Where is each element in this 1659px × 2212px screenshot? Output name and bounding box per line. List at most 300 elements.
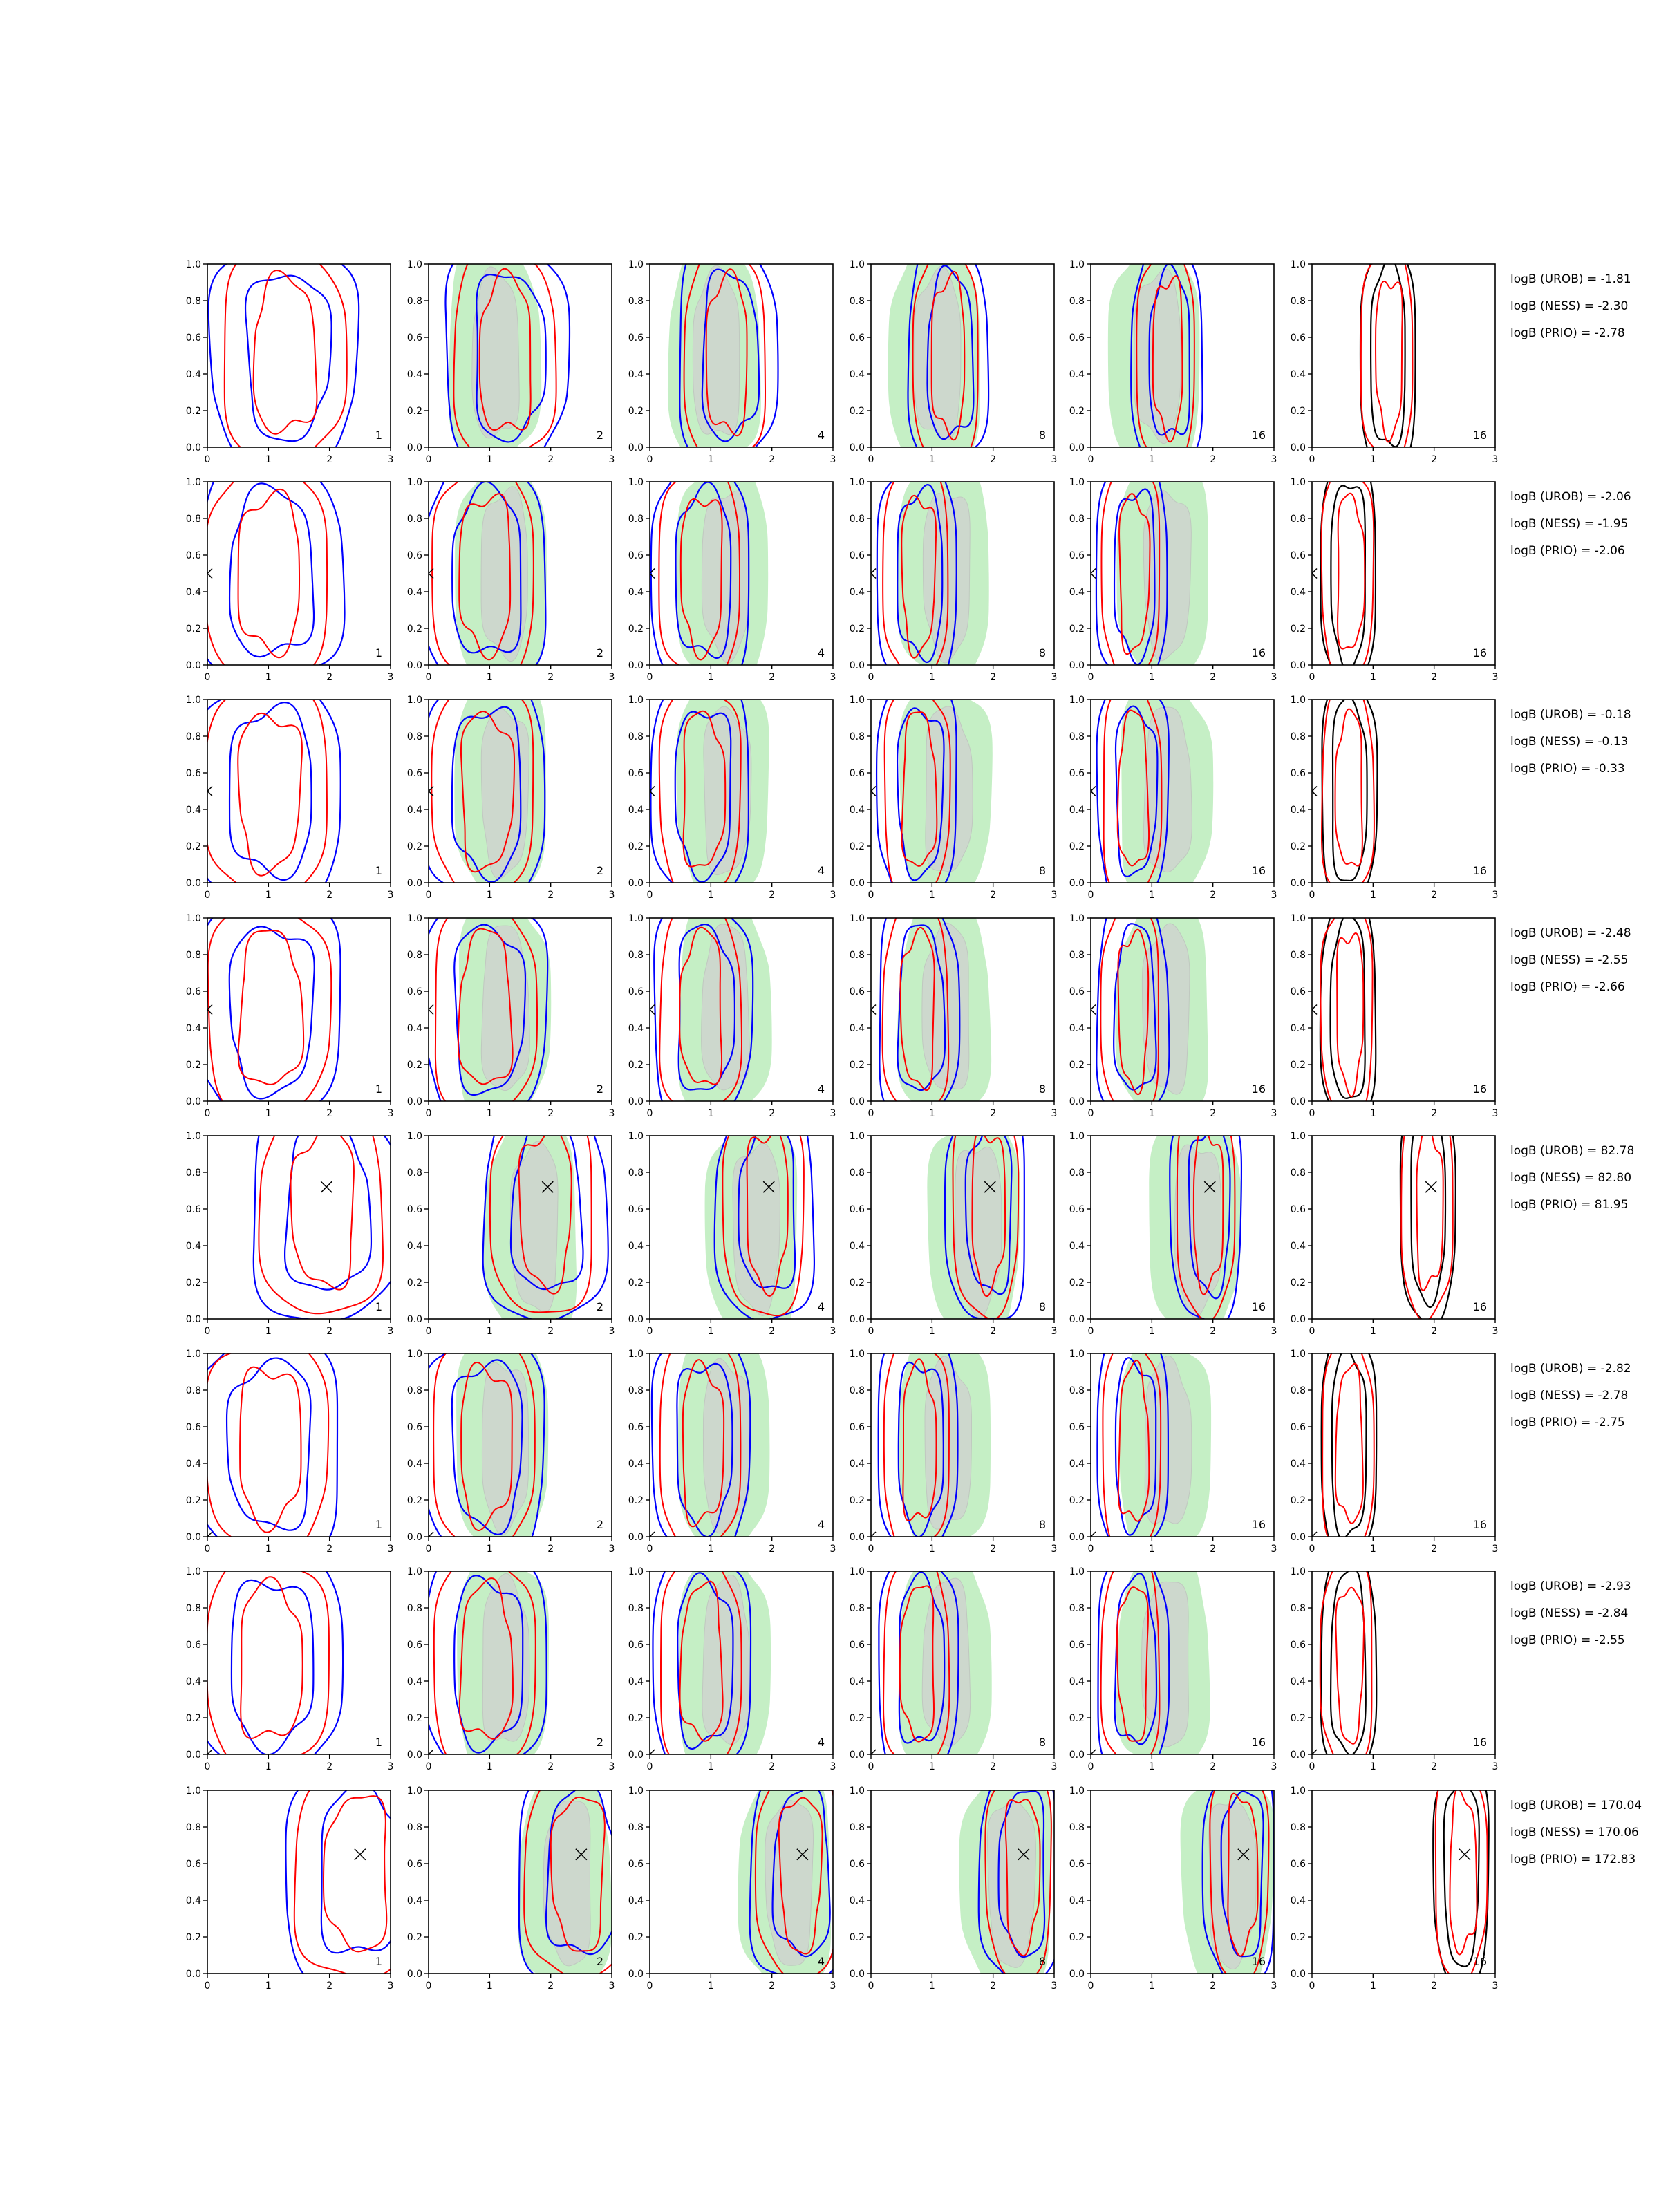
contour-black-inner <box>1332 1348 1367 1538</box>
y-tick-label: 1.0 <box>1069 913 1085 924</box>
bayes-factor-r4-3: logB (PRIO) = -2.66 <box>1510 980 1625 994</box>
x-tick-label: 0 <box>1309 1544 1315 1555</box>
bayes-factor-r7-1: logB (UROB) = -2.93 <box>1510 1580 1631 1593</box>
panel-number-label: 8 <box>1038 1082 1046 1096</box>
y-tick-label: 1.0 <box>1290 477 1306 488</box>
truth-marker <box>207 787 212 796</box>
x-tick-label: 3 <box>608 890 615 901</box>
contour-red-inner <box>1335 1364 1363 1524</box>
panel-r8-c1 <box>186 1753 433 1991</box>
y-tick-label: 0.2 <box>1069 841 1085 852</box>
x-tick-label: 2 <box>769 1326 776 1337</box>
x-tick-label: 2 <box>1431 672 1438 683</box>
panel-number-label: 8 <box>1038 1955 1046 1968</box>
y-tick-label: 0.6 <box>628 768 644 779</box>
contour-red-inner <box>1337 933 1363 1096</box>
y-tick-label: 0.6 <box>1290 768 1306 779</box>
y-tick-label: 0.2 <box>406 1932 422 1943</box>
x-tick-label: 0 <box>868 1108 874 1119</box>
panel-number-label: 2 <box>596 1518 603 1531</box>
y-tick-label: 0.8 <box>406 731 422 742</box>
y-tick-label: 0.6 <box>1069 332 1085 344</box>
y-tick-label: 0.2 <box>628 624 644 635</box>
y-tick-label: 0.4 <box>185 1676 201 1687</box>
prior-core <box>703 1358 749 1533</box>
y-tick-label: 0.2 <box>1290 624 1306 635</box>
y-tick-label: 0.0 <box>406 1750 422 1761</box>
y-tick-label: 0.8 <box>628 1168 644 1179</box>
x-tick-label: 2 <box>547 1544 554 1555</box>
x-tick-label: 1 <box>707 1761 714 1772</box>
panel-frame <box>207 918 391 1101</box>
y-tick-label: 0.8 <box>185 1603 201 1614</box>
panel-r3-c6 <box>1291 676 1499 903</box>
y-tick-label: 0.2 <box>628 1713 644 1724</box>
x-tick-label: 2 <box>326 1980 333 1991</box>
y-tick-label: 0.6 <box>849 1422 865 1433</box>
y-tick-label: 0.8 <box>628 950 644 961</box>
y-tick-label: 0.0 <box>1069 1750 1085 1761</box>
panel-r1-c2 <box>407 244 615 471</box>
y-tick-label: 0.6 <box>1069 1640 1085 1651</box>
y-tick-label: 0.6 <box>849 986 865 997</box>
y-tick-label: 0.8 <box>849 1603 865 1614</box>
x-tick-label: 3 <box>1271 890 1277 901</box>
panel-number-label: 2 <box>596 1082 603 1096</box>
contour-blue-inner <box>229 702 312 880</box>
x-tick-label: 3 <box>387 1108 394 1119</box>
panel-number-label: 16 <box>1472 864 1487 877</box>
panel-r4-c6 <box>1291 894 1499 1121</box>
y-tick-label: 0.6 <box>406 1422 422 1433</box>
x-tick-label: 2 <box>547 890 554 901</box>
panel-r4-c1 <box>186 899 394 1130</box>
y-tick-label: 0.0 <box>185 660 201 671</box>
y-tick-label: 0.8 <box>849 514 865 525</box>
panel-frame <box>1312 1136 1495 1319</box>
y-tick-label: 0.2 <box>1290 841 1306 852</box>
y-tick-label: 0.2 <box>1069 624 1085 635</box>
y-tick-label: 0.2 <box>185 1495 201 1506</box>
x-tick-label: 2 <box>1210 1761 1217 1772</box>
panel-r8-c3 <box>628 1755 850 1994</box>
x-tick-label: 3 <box>1492 1544 1499 1555</box>
x-tick-label: 0 <box>868 672 874 683</box>
y-tick-label: 0.4 <box>185 369 201 380</box>
x-tick-label: 2 <box>990 1544 997 1555</box>
contour-red-inner <box>240 1367 301 1533</box>
contour-red-inner <box>1335 709 1362 866</box>
x-tick-label: 2 <box>769 1544 776 1555</box>
x-tick-label: 0 <box>204 1326 211 1337</box>
panel-r1-c6 <box>1291 237 1499 466</box>
x-tick-label: 0 <box>1087 890 1094 901</box>
y-tick-label: 0.4 <box>849 1895 865 1906</box>
y-tick-label: 0.0 <box>628 1969 644 1980</box>
y-tick-label: 0.4 <box>406 1895 422 1906</box>
y-tick-label: 0.2 <box>628 1277 644 1288</box>
y-tick-label: 0.6 <box>849 768 865 779</box>
truth-marker <box>1312 1005 1317 1015</box>
y-tick-label: 1.0 <box>1069 477 1085 488</box>
y-tick-label: 0.4 <box>1290 1676 1306 1687</box>
y-tick-label: 0.2 <box>1069 1060 1085 1071</box>
panel-number-label: 8 <box>1038 429 1046 442</box>
x-tick-label: 1 <box>265 454 272 465</box>
x-tick-label: 2 <box>1210 1980 1217 1991</box>
y-tick-label: 0.4 <box>628 1895 644 1906</box>
y-tick-label: 0.8 <box>1290 1822 1306 1833</box>
y-tick-label: 0.0 <box>1069 1532 1085 1543</box>
truth-marker <box>1459 1849 1470 1860</box>
panel-number-label: 1 <box>375 1300 382 1313</box>
panel-number-label: 16 <box>1251 429 1266 442</box>
y-tick-label: 0.8 <box>1069 1822 1085 1833</box>
panel-number-label: 4 <box>817 1955 825 1968</box>
y-tick-label: 0.8 <box>1069 1603 1085 1614</box>
y-tick-label: 0.0 <box>406 1314 422 1325</box>
y-tick-label: 0.8 <box>185 514 201 525</box>
panel-number-label: 16 <box>1472 1955 1487 1968</box>
panel-number-label: 16 <box>1251 1300 1266 1313</box>
panel-number-label: 2 <box>596 1300 603 1313</box>
contour-red-outer <box>225 252 347 465</box>
truth-marker <box>1312 787 1317 796</box>
x-tick-label: 2 <box>326 890 333 901</box>
x-tick-label: 2 <box>1210 1108 1217 1119</box>
y-tick-label: 0.4 <box>849 805 865 816</box>
x-tick-label: 1 <box>265 1108 272 1119</box>
y-tick-label: 0.8 <box>185 731 201 742</box>
x-tick-label: 2 <box>326 1544 333 1555</box>
x-tick-label: 1 <box>486 1761 493 1772</box>
x-tick-label: 1 <box>265 1761 272 1772</box>
y-tick-label: 1.0 <box>185 477 201 488</box>
contour-red-outer <box>294 1763 418 1978</box>
x-tick-label: 2 <box>1210 1326 1217 1337</box>
y-tick-label: 1.0 <box>849 1349 865 1360</box>
x-tick-label: 3 <box>830 1544 836 1555</box>
y-tick-label: 0.0 <box>185 1314 201 1325</box>
y-tick-label: 0.8 <box>406 1822 422 1833</box>
x-tick-label: 0 <box>1309 1980 1315 1991</box>
panel-number-label: 16 <box>1472 1518 1487 1531</box>
bayes-factor-r1-1: logB (UROB) = -1.81 <box>1510 272 1631 286</box>
x-tick-label: 1 <box>707 1108 714 1119</box>
y-tick-label: 0.2 <box>628 1060 644 1071</box>
y-tick-label: 0.2 <box>1069 1932 1085 1943</box>
panel-r2-c1 <box>186 457 394 689</box>
y-tick-label: 0.0 <box>1290 878 1306 889</box>
panel-r3-c4 <box>850 679 1058 911</box>
y-tick-label: 0.6 <box>185 332 201 344</box>
y-tick-label: 0.6 <box>406 550 422 561</box>
y-tick-label: 0.8 <box>1069 950 1085 961</box>
y-tick-label: 0.8 <box>849 950 865 961</box>
y-tick-label: 0.6 <box>1290 1204 1306 1215</box>
contour-red-outer <box>259 1100 383 1313</box>
y-tick-label: 0.0 <box>849 1532 865 1543</box>
panel-r1-c4 <box>850 238 1058 471</box>
y-tick-label: 1.0 <box>628 1349 644 1360</box>
x-tick-label: 1 <box>486 1544 493 1555</box>
x-tick-label: 0 <box>425 672 432 683</box>
y-tick-label: 0.8 <box>628 1822 644 1833</box>
y-tick-label: 0.6 <box>185 986 201 997</box>
contour-blue-inner <box>285 1125 371 1290</box>
y-tick-label: 0.8 <box>1290 1385 1306 1396</box>
y-tick-label: 1.0 <box>1290 259 1306 270</box>
y-tick-label: 0.8 <box>185 1385 201 1396</box>
x-tick-label: 0 <box>204 1108 211 1119</box>
y-tick-label: 0.8 <box>185 1822 201 1833</box>
contour-red-inner <box>238 930 303 1085</box>
x-tick-label: 2 <box>1431 1108 1438 1119</box>
x-tick-label: 3 <box>387 1761 394 1772</box>
x-tick-label: 0 <box>425 1980 432 1991</box>
y-tick-label: 0.0 <box>849 878 865 889</box>
bayes-factor-r5-1: logB (UROB) = 82.78 <box>1510 1144 1635 1158</box>
panel-number-label: 16 <box>1251 1955 1266 1968</box>
y-tick-label: 0.6 <box>849 550 865 561</box>
x-tick-label: 0 <box>1309 890 1315 901</box>
bayes-factor-r3-1: logB (UROB) = -0.18 <box>1510 708 1631 722</box>
y-tick-label: 0.2 <box>406 841 422 852</box>
y-tick-label: 1.0 <box>1069 1566 1085 1577</box>
y-tick-label: 0.6 <box>628 1422 644 1433</box>
y-tick-label: 0.4 <box>406 805 422 816</box>
panel-number-label: 1 <box>375 1736 382 1749</box>
y-tick-label: 0.6 <box>406 768 422 779</box>
panel-r6-c5 <box>1069 1329 1277 1566</box>
y-tick-label: 0.6 <box>185 550 201 561</box>
x-tick-label: 0 <box>1087 1108 1094 1119</box>
y-tick-label: 0.2 <box>849 1713 865 1724</box>
y-tick-label: 0.0 <box>1069 1314 1085 1325</box>
x-tick-label: 3 <box>1051 1544 1058 1555</box>
y-tick-label: 0.8 <box>406 1168 422 1179</box>
x-tick-label: 1 <box>265 672 272 683</box>
y-tick-label: 0.6 <box>406 1859 422 1870</box>
panel-frame <box>1312 1353 1495 1537</box>
x-tick-label: 1 <box>1369 1544 1376 1555</box>
x-tick-label: 3 <box>608 1108 615 1119</box>
x-tick-label: 2 <box>547 454 554 465</box>
y-tick-label: 0.8 <box>406 296 422 307</box>
x-tick-label: 0 <box>646 1326 653 1337</box>
y-tick-label: 0.0 <box>849 442 865 453</box>
panel-number-label: 8 <box>1038 1518 1046 1531</box>
x-tick-label: 3 <box>387 672 394 683</box>
y-tick-label: 0.4 <box>1069 1895 1085 1906</box>
x-tick-label: 3 <box>1051 672 1058 683</box>
panel-r6-c1 <box>186 1327 394 1555</box>
x-tick-label: 2 <box>1210 890 1217 901</box>
y-tick-label: 0.2 <box>406 1277 422 1288</box>
panel-r7-c3 <box>628 1546 836 1781</box>
panel-number-label: 16 <box>1251 646 1266 659</box>
y-tick-label: 1.0 <box>406 1131 422 1142</box>
y-tick-label: 0.0 <box>849 1314 865 1325</box>
y-tick-label: 0.2 <box>849 406 865 417</box>
y-tick-label: 0.6 <box>1069 1859 1085 1870</box>
x-tick-label: 0 <box>425 1326 432 1337</box>
y-tick-label: 1.0 <box>628 477 644 488</box>
x-tick-label: 3 <box>830 1980 836 1991</box>
y-tick-label: 0.6 <box>185 1640 201 1651</box>
x-tick-label: 2 <box>769 1980 776 1991</box>
contour-black-inner <box>1331 486 1365 672</box>
x-tick-label: 2 <box>990 454 997 465</box>
y-tick-label: 1.0 <box>406 477 422 488</box>
y-tick-label: 0.0 <box>1290 660 1306 671</box>
x-tick-label: 3 <box>830 1761 836 1772</box>
y-tick-label: 0.4 <box>406 587 422 598</box>
contour-red-inner <box>1416 1124 1443 1291</box>
x-tick-label: 0 <box>425 1544 432 1555</box>
x-tick-label: 1 <box>707 454 714 465</box>
y-tick-label: 0.6 <box>1069 550 1085 561</box>
panel-number-label: 4 <box>817 1082 825 1096</box>
y-tick-label: 0.4 <box>406 369 422 380</box>
x-tick-label: 2 <box>769 454 776 465</box>
y-tick-label: 0.4 <box>406 1676 422 1687</box>
y-tick-label: 1.0 <box>406 695 422 706</box>
y-tick-label: 0.4 <box>185 1459 201 1470</box>
x-tick-label: 1 <box>265 1980 272 1991</box>
panel-number-label: 8 <box>1038 864 1046 877</box>
y-tick-label: 0.4 <box>628 1241 644 1252</box>
y-tick-label: 0.0 <box>628 442 644 453</box>
y-tick-label: 0.6 <box>1290 550 1306 561</box>
contour-red-inner <box>1338 494 1365 649</box>
y-tick-label: 0.8 <box>628 296 644 307</box>
panel-r7-c6 <box>1291 1546 1499 1776</box>
y-tick-label: 0.6 <box>628 1859 644 1870</box>
y-tick-label: 0.4 <box>185 587 201 598</box>
truth-marker <box>355 1849 366 1860</box>
x-tick-label: 3 <box>608 1326 615 1337</box>
y-tick-label: 0.0 <box>849 1750 865 1761</box>
contour-red-outer <box>205 687 327 903</box>
y-tick-label: 1.0 <box>1069 1349 1085 1360</box>
y-tick-label: 0.4 <box>406 1459 422 1470</box>
y-tick-label: 0.6 <box>628 1204 644 1215</box>
x-tick-label: 0 <box>1309 672 1315 683</box>
panel-number-label: 2 <box>596 429 603 442</box>
x-tick-label: 3 <box>608 1761 615 1772</box>
x-tick-label: 1 <box>928 1544 935 1555</box>
y-tick-label: 1.0 <box>1290 1131 1306 1142</box>
x-tick-label: 1 <box>1369 1980 1376 1991</box>
truth-marker <box>1312 569 1317 579</box>
y-tick-label: 1.0 <box>1069 1785 1085 1797</box>
y-tick-label: 0.2 <box>1290 406 1306 417</box>
panel-number-label: 16 <box>1251 864 1266 877</box>
x-tick-label: 0 <box>425 454 432 465</box>
y-tick-label: 0.2 <box>849 624 865 635</box>
y-tick-label: 0.2 <box>849 1495 865 1506</box>
contour-red-outer <box>205 461 327 675</box>
panel-number-label: 4 <box>817 864 825 877</box>
panel-r4-c4 <box>850 894 1058 1121</box>
x-tick-label: 1 <box>1369 890 1376 901</box>
contour-blue-inner <box>245 276 332 442</box>
y-tick-label: 0.8 <box>406 1385 422 1396</box>
y-tick-label: 0.6 <box>1069 1422 1085 1433</box>
y-tick-label: 0.4 <box>1290 1459 1306 1470</box>
bayes-factor-r6-2: logB (NESS) = -2.78 <box>1510 1389 1629 1403</box>
bayes-factor-r8-2: logB (NESS) = 170.06 <box>1510 1826 1639 1839</box>
x-tick-label: 2 <box>326 1108 333 1119</box>
y-tick-label: 0.2 <box>1069 1713 1085 1724</box>
y-tick-label: 0.0 <box>849 1096 865 1107</box>
y-tick-label: 0.0 <box>628 1750 644 1761</box>
x-tick-label: 0 <box>204 1544 211 1555</box>
y-tick-label: 0.2 <box>1290 1495 1306 1506</box>
y-tick-label: 1.0 <box>628 695 644 706</box>
x-tick-label: 0 <box>1309 1108 1315 1119</box>
bayes-factor-r6-3: logB (PRIO) = -2.75 <box>1510 1416 1625 1430</box>
panel-number-label: 16 <box>1251 1736 1266 1749</box>
contour-blue-outer <box>196 457 344 689</box>
x-tick-label: 1 <box>486 890 493 901</box>
y-tick-label: 0.8 <box>406 950 422 961</box>
y-tick-label: 0.4 <box>406 1241 422 1252</box>
y-tick-label: 0.6 <box>849 1640 865 1651</box>
bayes-factor-r5-3: logB (PRIO) = 81.95 <box>1510 1198 1629 1212</box>
panel-number-label: 16 <box>1472 1082 1487 1096</box>
x-tick-label: 2 <box>326 672 333 683</box>
y-tick-label: 0.6 <box>185 1204 201 1215</box>
y-tick-label: 0.0 <box>628 1314 644 1325</box>
y-tick-label: 0.6 <box>406 1640 422 1651</box>
panel-number-label: 16 <box>1472 429 1487 442</box>
contour-blue-inner <box>321 1782 404 1953</box>
panel-r1-c1 <box>186 244 394 471</box>
x-tick-label: 3 <box>1051 454 1058 465</box>
y-tick-label: 0.2 <box>849 1932 865 1943</box>
y-tick-label: 0.8 <box>1290 731 1306 742</box>
y-tick-label: 0.2 <box>406 1060 422 1071</box>
y-tick-label: 1.0 <box>406 259 422 270</box>
x-tick-label: 1 <box>707 672 714 683</box>
y-tick-label: 0.0 <box>628 878 644 889</box>
x-tick-label: 1 <box>928 1326 935 1337</box>
x-tick-label: 3 <box>1051 890 1058 901</box>
contour-blue-outer <box>209 244 359 471</box>
x-tick-label: 2 <box>547 672 554 683</box>
y-tick-label: 0.2 <box>1290 1932 1306 1943</box>
y-tick-label: 0.8 <box>628 514 644 525</box>
y-tick-label: 0.4 <box>628 1676 644 1687</box>
panel-r3-c2 <box>407 675 615 910</box>
prior-core <box>733 1143 780 1315</box>
y-tick-label: 0.8 <box>406 514 422 525</box>
y-tick-label: 0.2 <box>185 406 201 417</box>
x-tick-label: 2 <box>326 1326 333 1337</box>
bayes-factor-r2-1: logB (UROB) = -2.06 <box>1510 490 1631 504</box>
y-tick-label: 1.0 <box>849 477 865 488</box>
panel-number-label: 16 <box>1472 646 1487 659</box>
y-tick-label: 0.8 <box>1290 1168 1306 1179</box>
y-tick-label: 0.0 <box>628 1096 644 1107</box>
y-tick-label: 0.2 <box>628 1495 644 1506</box>
y-tick-label: 1.0 <box>849 695 865 706</box>
y-tick-label: 1.0 <box>1069 695 1085 706</box>
panel-r4-c3 <box>628 894 836 1123</box>
panel-r7-c4 <box>850 1543 1058 1776</box>
